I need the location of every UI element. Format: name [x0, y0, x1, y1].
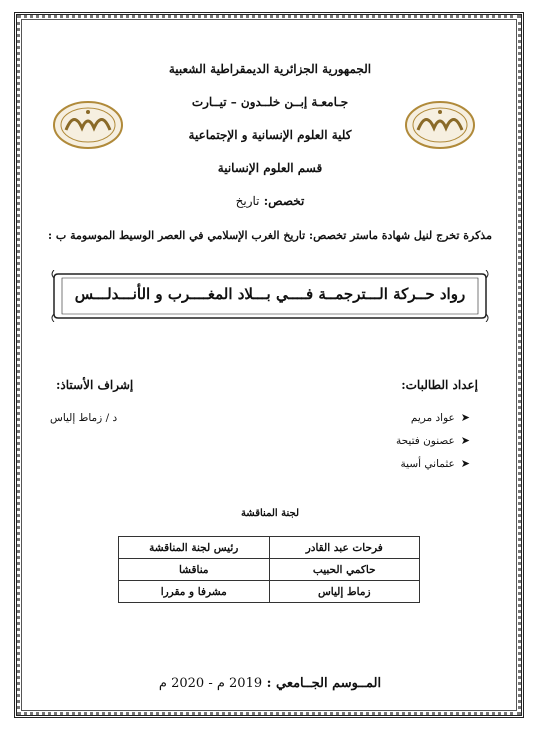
student-name: عثماني أسية — [400, 458, 455, 470]
check-arrow-icon: ➤ — [460, 434, 470, 447]
table-row — [119, 537, 420, 559]
header-republic: الجمهورية الجزائرية الديمقراطية الشعبية — [168, 62, 372, 76]
check-arrow-icon: ➤ — [460, 411, 470, 424]
university-seal-icon — [404, 100, 476, 150]
student-name: عواد مريم — [410, 412, 455, 424]
memo-text: مذكرة تخرج لنيل شهادة ماستر تخصص: تاريخ الغرب الإسلامي في العصر الوسيط الموسومة ب : — [48, 229, 492, 242]
specialty-label: تخصص: — [263, 194, 305, 208]
table-row — [119, 581, 420, 603]
header-specialty — [0, 194, 540, 208]
academic-year-label: المــوسم الجــامعي : — [266, 676, 382, 691]
header-faculty: كلية العلوم الإنسانية و الإجتماعية — [188, 128, 352, 142]
supervisor-name: د / زماط إلياس — [50, 412, 118, 424]
committee-member-name: زماط إلياس — [269, 581, 420, 603]
committee-member-name: فرحات عبد القادر — [269, 537, 420, 559]
thesis-title: رواد حــركة الـــترجمــة فــــي بـــلاد المغــــرب و الأنـــدلـــس — [74, 285, 466, 303]
prepared-by-label: إعداد الطالبات: — [401, 378, 478, 392]
committee-table — [118, 536, 420, 603]
university-seal-right — [404, 100, 476, 150]
committee-title: لجنة المناقشة — [240, 508, 300, 519]
thesis-title-box — [50, 270, 490, 322]
header-university: جـامعـة إبــن خلــدون – تيــارت — [191, 95, 349, 109]
committee-member-role: رئيس لجنة المناقشة — [119, 537, 270, 559]
supervision-label: إشراف الأستاذ: — [56, 378, 134, 392]
list-item — [396, 429, 470, 452]
committee-member-role: مناقشا — [119, 559, 270, 581]
table-row — [119, 559, 420, 581]
committee-member-role: مشرفا و مقررا — [119, 581, 270, 603]
list-item — [396, 452, 470, 475]
list-item — [396, 406, 470, 429]
university-seal-icon — [52, 100, 124, 150]
academic-year — [0, 676, 540, 691]
university-seal-left — [52, 100, 124, 150]
student-name: عصنون فتيحة — [396, 435, 455, 447]
check-arrow-icon: ➤ — [460, 457, 470, 470]
student-list — [396, 406, 470, 475]
specialty-value: تاريخ — [235, 194, 260, 208]
academic-year-value: 2019 م - 2020 م — [158, 676, 263, 691]
header-department: قسم العلوم الإنسانية — [217, 161, 323, 175]
committee-member-name: حاكمي الحبيب — [269, 559, 420, 581]
